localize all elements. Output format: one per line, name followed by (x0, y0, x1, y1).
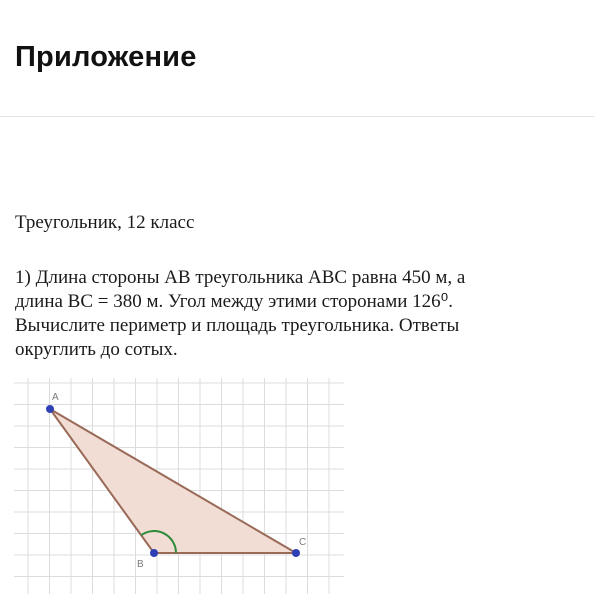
problem-line: округлить до сотых. (15, 339, 178, 360)
vertex-c-label: C (299, 537, 307, 548)
app-title: Приложение (15, 41, 197, 73)
problem-line: длина BC = 380 м. Угол между этими сторонами 126⁰. (15, 291, 454, 312)
vertex-a-label: A (52, 392, 59, 403)
vertex-c (292, 549, 300, 557)
problem-text (15, 266, 583, 362)
vertex-b (150, 549, 158, 557)
problem-line: Вычислите периметр и площадь треугольника. Ответы (15, 315, 460, 336)
vertex-a (46, 405, 54, 413)
problem-line: 1) Длина стороны AB треугольника ABC равна 450 м, а (15, 267, 466, 288)
document-subtitle: Треугольник, 12 класс (15, 212, 195, 233)
triangle-abc (50, 409, 296, 553)
header-divider (0, 116, 594, 117)
triangle-figure (14, 378, 344, 594)
triangle-drawing (14, 378, 344, 594)
vertex-b-label: B (137, 559, 144, 570)
